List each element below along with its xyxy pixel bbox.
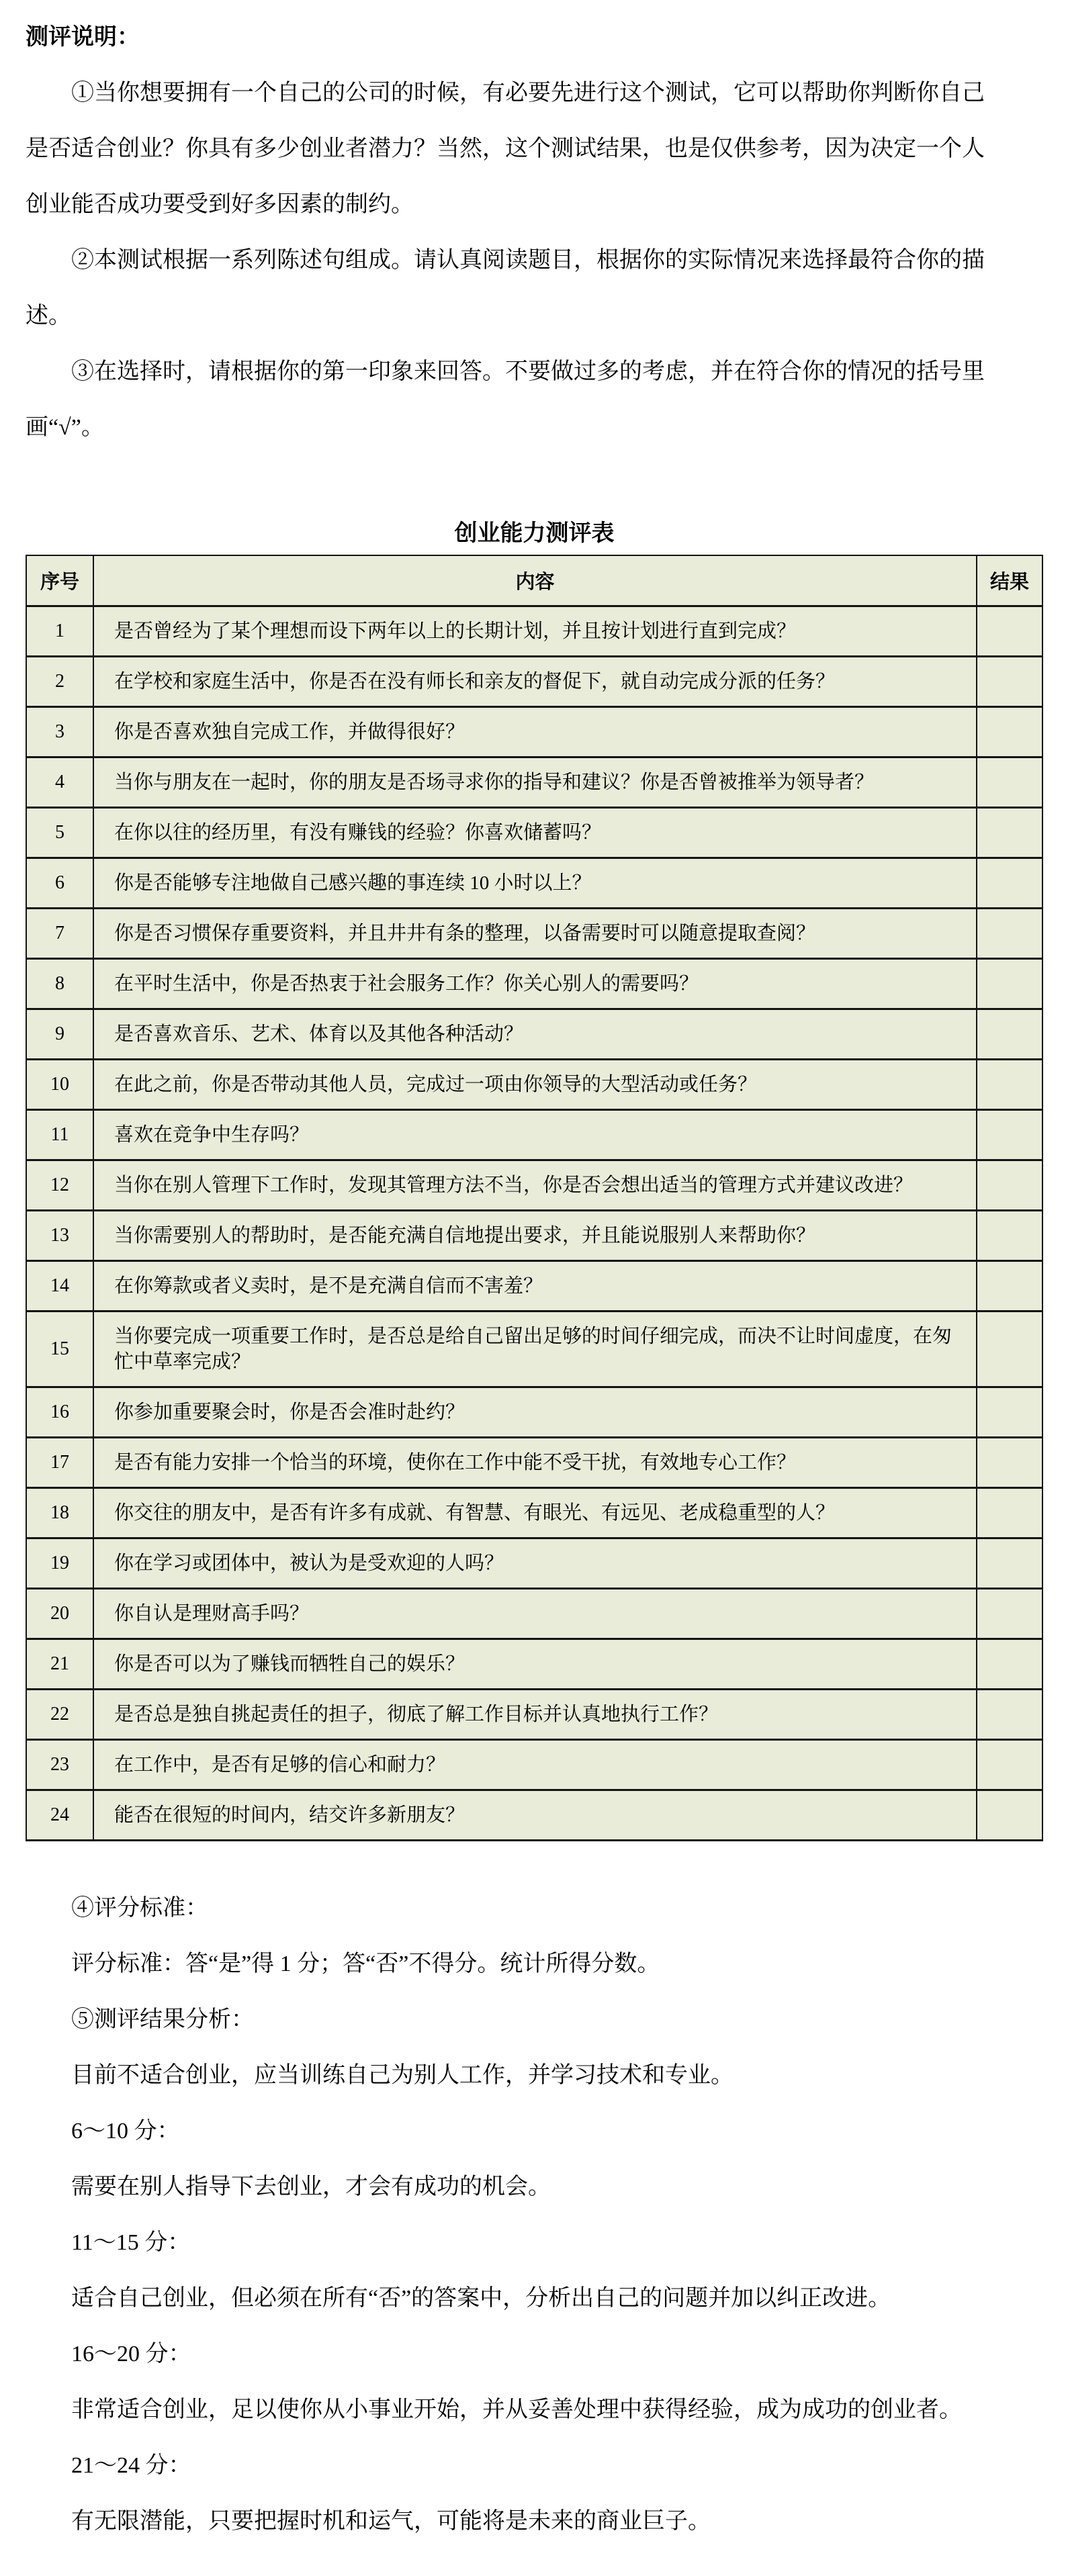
row-number-cell: 12 (26, 1160, 93, 1211)
row-number-cell: 1 (26, 606, 93, 657)
table-row (26, 1438, 1042, 1488)
row-content-cell: 在你筹款或者义卖时，是不是充满自信而不害羞？ (93, 1261, 977, 1312)
row-number-cell: 14 (26, 1261, 93, 1312)
row-result-cell (977, 1538, 1042, 1589)
row-content-cell: 当你与朋友在一起时，你的朋友是否场寻求你的指导和建议？你是否曾被推举为领导者？ (93, 757, 977, 808)
row-content-cell: 当你需要别人的帮助时，是否能充满自信地提出要求，并且能说服别人来帮助你？ (93, 1211, 977, 1261)
row-content-cell: 你是否喜欢独自完成工作，并做得很好？ (93, 707, 977, 757)
row-result-cell (977, 707, 1042, 757)
scoring-line: 16～20 分： (71, 2342, 191, 2366)
table-row (26, 606, 1042, 657)
row-number-cell: 9 (26, 1009, 93, 1060)
row-result-cell (977, 1110, 1042, 1160)
row-result-cell (977, 606, 1042, 657)
table-row (26, 1160, 1042, 1211)
row-number-cell: 10 (26, 1060, 93, 1110)
column-header-number: 序号 (26, 555, 93, 606)
instruction-paragraph: ①当你想要拥有一个自己的公司的时候，有必要先进行这个测试，它可以帮助你判断你自己是否适合创业？你具有多少创业者潜力？当然，这个测试结果，也是仅供参考，因为决定一个人创业能否成功要受到好多因素的制约。 (26, 81, 985, 217)
row-number-cell: 3 (26, 707, 93, 757)
table-row (26, 1060, 1042, 1110)
row-result-cell (977, 909, 1042, 959)
scoring-line: 有无限潜能，只要把握时机和运气，可能将是未来的商业巨子。 (71, 2509, 711, 2534)
instruction-paragraph: ③在选择时，请根据你的第一印象来回答。不要做过多的考虑，并在符合你的情况的括号里画“√”。 (26, 359, 985, 440)
row-content-cell: 在你以往的经历里，有没有赚钱的经验？你喜欢储蓄吗？ (93, 808, 977, 858)
row-number-cell: 22 (26, 1690, 93, 1740)
row-result-cell (977, 657, 1042, 707)
row-result-cell (977, 1438, 1042, 1488)
row-result-cell (977, 808, 1042, 858)
row-content-cell: 在学校和家庭生活中，你是否在没有师长和亲友的督促下，就自动完成分派的任务？ (93, 657, 977, 707)
instructions-section (26, 65, 1039, 455)
row-result-cell (977, 1160, 1042, 1211)
table-row (26, 707, 1042, 757)
table-row (26, 858, 1042, 909)
scoring-line: 目前不适合创业，应当训练自己为别人工作，并学习技术和专业。 (71, 2063, 734, 2088)
table-header-row (26, 555, 1042, 606)
scoring-line: ④评分标准： (71, 1896, 208, 1921)
row-content-cell: 你参加重要聚会时，你是否会准时赴约？ (93, 1387, 977, 1438)
row-result-cell (977, 1009, 1042, 1060)
row-number-cell: 8 (26, 959, 93, 1009)
row-result-cell (977, 1261, 1042, 1312)
row-content-cell: 在此之前，你是否带动其他人员，完成过一项由你领导的大型活动或任务？ (93, 1060, 977, 1110)
row-content-cell: 在平时生活中，你是否热衷于社会服务工作？你关心别人的需要吗？ (93, 959, 977, 1009)
row-content-cell: 是否曾经为了某个理想而设下两年以上的长期计划，并且按计划进行直到完成？ (93, 606, 977, 657)
row-content-cell: 当你要完成一项重要工作时，是否总是给自己留出足够的时间仔细完成，而决不让时间虚度，在匆忙中草率完成？ (93, 1312, 977, 1387)
column-header-content: 内容 (93, 555, 977, 606)
table-row (26, 1261, 1042, 1312)
row-number-cell: 6 (26, 858, 93, 909)
row-content-cell: 你是否可以为了赚钱而牺牲自己的娱乐？ (93, 1639, 977, 1690)
row-number-cell: 19 (26, 1538, 93, 1589)
table-row (26, 1211, 1042, 1261)
row-number-cell: 20 (26, 1589, 93, 1639)
instruction-paragraph: ②本测试根据一系列陈述句组成。请认真阅读题目，根据你的实际情况来选择最符合你的描述。 (26, 248, 985, 328)
row-number-cell: 11 (26, 1110, 93, 1160)
scoring-line: 非常适合创业，足以使你从小事业开始，并从妥善处理中获得经验，成为成功的创业者。 (71, 2397, 962, 2422)
row-content-cell: 你是否能够专注地做自己感兴趣的事连续 10 小时以上？ (93, 858, 977, 909)
row-number-cell: 23 (26, 1740, 93, 1790)
row-number-cell: 2 (26, 657, 93, 707)
table-title: 创业能力测评表 (454, 521, 615, 546)
row-result-cell (977, 1060, 1042, 1110)
table-row (26, 1312, 1042, 1387)
row-content-cell: 当你在别人管理下工作时，发现其管理方法不当，你是否会想出适当的管理方式并建议改进？ (93, 1160, 977, 1211)
row-result-cell (977, 1790, 1042, 1841)
row-content-cell: 在工作中，是否有足够的信心和耐力？ (93, 1740, 977, 1790)
scoring-section (26, 1880, 1039, 2549)
row-content-cell: 你在学习或团体中，被认为是受欢迎的人吗？ (93, 1538, 977, 1589)
scoring-line: ⑤测评结果分析： (71, 2007, 254, 2032)
row-content-cell: 喜欢在竞争中生存吗？ (93, 1110, 977, 1160)
row-result-cell (977, 1690, 1042, 1740)
row-content-cell: 是否有能力安排一个恰当的环境，使你在工作中能不受干扰，有效地专心工作？ (93, 1438, 977, 1488)
table-row (26, 657, 1042, 707)
row-result-cell (977, 1740, 1042, 1790)
row-number-cell: 13 (26, 1211, 93, 1261)
row-result-cell (977, 1312, 1042, 1387)
row-content-cell: 是否喜欢音乐、艺术、体育以及其他各种活动？ (93, 1009, 977, 1060)
scoring-line: 评分标准：答“是”得 1 分；答“否”不得分。统计所得分数。 (71, 1951, 660, 1976)
table-row (26, 808, 1042, 858)
row-result-cell (977, 959, 1042, 1009)
table-row (26, 909, 1042, 959)
scoring-line: 适合自己创业，但必须在所有“否”的答案中，分析出自己的问题并加以纠正改进。 (71, 2286, 891, 2311)
row-number-cell: 17 (26, 1438, 93, 1488)
row-content-cell: 你交往的朋友中，是否有许多有成就、有智慧、有眼光、有远见、老成稳重型的人？ (93, 1488, 977, 1538)
scoring-line: 6～10 分： (71, 2119, 180, 2144)
row-result-cell (977, 1639, 1042, 1690)
row-content-cell: 是否总是独自挑起责任的担子，彻底了解工作目标并认真地执行工作？ (93, 1690, 977, 1740)
row-number-cell: 15 (26, 1312, 93, 1387)
table-row (26, 1589, 1042, 1639)
row-number-cell: 16 (26, 1387, 93, 1438)
assessment-table (26, 555, 1043, 1841)
instructions-title: 测评说明： (26, 25, 140, 50)
table-row (26, 959, 1042, 1009)
row-result-cell (977, 757, 1042, 808)
scoring-line: 21～24 分： (71, 2453, 191, 2478)
row-result-cell (977, 1589, 1042, 1639)
row-number-cell: 7 (26, 909, 93, 959)
row-number-cell: 21 (26, 1639, 93, 1690)
table-row (26, 1790, 1042, 1841)
row-result-cell (977, 1211, 1042, 1261)
row-content-cell: 你是否习惯保存重要资料，并且井井有条的整理，以备需要时可以随意提取查阅？ (93, 909, 977, 959)
table-row (26, 1110, 1042, 1160)
row-result-cell (977, 858, 1042, 909)
row-number-cell: 5 (26, 808, 93, 858)
table-row (26, 1538, 1042, 1589)
scoring-line: 11～15 分： (71, 2230, 191, 2255)
row-number-cell: 4 (26, 757, 93, 808)
table-row (26, 1387, 1042, 1438)
row-result-cell (977, 1488, 1042, 1538)
table-row (26, 1639, 1042, 1690)
scoring-line: 需要在别人指导下去创业，才会有成功的机会。 (71, 2174, 551, 2199)
table-row (26, 1009, 1042, 1060)
table-row (26, 757, 1042, 808)
row-content-cell: 能否在很短的时间内，结交许多新朋友？ (93, 1790, 977, 1841)
table-row (26, 1690, 1042, 1740)
row-result-cell (977, 1387, 1042, 1438)
table-row (26, 1488, 1042, 1538)
table-row (26, 1740, 1042, 1790)
row-content-cell: 你自认是理财高手吗？ (93, 1589, 977, 1639)
row-number-cell: 18 (26, 1488, 93, 1538)
row-number-cell: 24 (26, 1790, 93, 1841)
column-header-result: 结果 (977, 555, 1042, 606)
